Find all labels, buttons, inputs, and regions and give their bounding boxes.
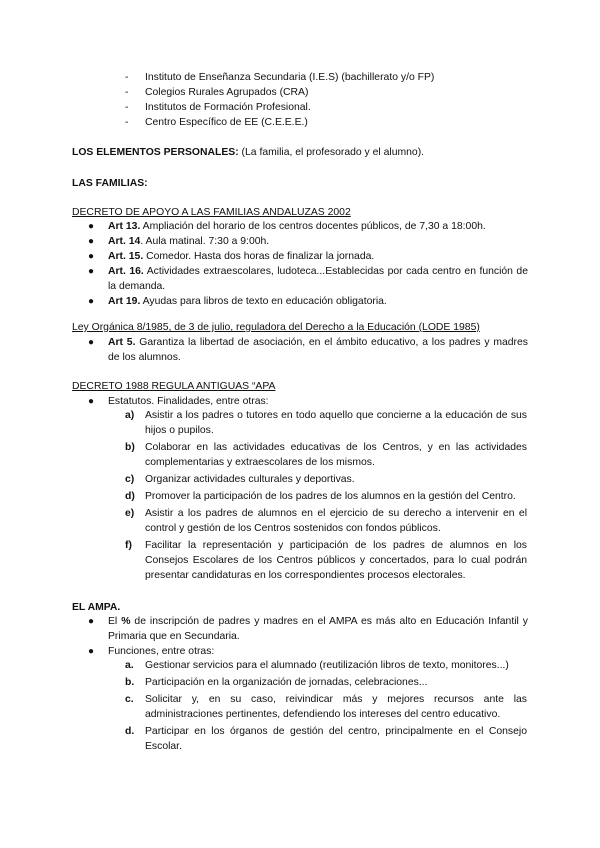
bullet-icon: ● [88, 221, 95, 232]
dash-list-item: - Colegios Rurales Agrupados (CRA) [125, 87, 309, 98]
hollow-bullet-icon: ● [88, 396, 95, 407]
sub-list-item: f) Facilitar la representación y participación de los padres de alumnos en los Consejos Escolares de los Centros públicos y concertados, para lo cual podrán presentar candidaturas en los correspondientes procesos electorales. [125, 540, 527, 581]
list-item: ● Art. 16. Actividades extraescolares, ludoteca...Establecidas por cada centro en función de la demanda. [88, 266, 528, 292]
sub-list-item: b) Colaborar en las actividades educativas de los Centros, y en las actividades complementarias y extraescolares de los mismos. [125, 442, 527, 468]
hollow-bullet-icon: ● [88, 616, 95, 627]
list-item: ● Art. 14. Aula matinal. 7:30 a 9:00h. [88, 236, 270, 247]
list-item: ● Art 5. Garantiza la libertad de asociación, en el ámbito educativo, a los padres y madres de los alumnos. [88, 337, 528, 363]
hollow-bullet-icon: ● [88, 646, 95, 657]
sub-list-item: d) Promover la participación de los padres de los alumnos en la gestión del Centro. [125, 491, 516, 502]
centers-dash-list [125, 70, 545, 130]
ampa-list [88, 614, 528, 659]
sub-list-item: e) Asistir a los padres de alumnos en el ejercicio de su derecho a intervenir en el control y gestión de los Centros sostenidos con fondos públicos. [125, 508, 527, 534]
sub-list-item: c) Organizar actividades culturales y deportivas. [125, 474, 355, 485]
personal-elements-heading: LOS ELEMENTOS PERSONALES: (La familia, el profesorado y el alumno). [72, 147, 425, 158]
list-item: ● Estatutos. Finalidades, entre otras: [88, 396, 269, 407]
bullet-icon: ● [88, 236, 95, 247]
decreto-2002-list [88, 219, 528, 309]
dash-list-item: - Instituto de Enseñanza Secundaria (I.E.S) (bachillerato y/o FP) [125, 72, 435, 83]
list-item: ● Art. 15. Comedor. Hasta dos horas de finalizar la jornada. [88, 251, 375, 262]
ampa-heading: EL AMPA. [72, 602, 121, 613]
bullet-icon: ● [88, 251, 95, 262]
lode-list [88, 335, 528, 365]
decreto-1988-list [88, 394, 528, 409]
list-item: ● Funciones, entre otras: [88, 646, 215, 657]
decreto-1988-sublist [125, 408, 527, 585]
bullet-icon: ● [88, 296, 95, 307]
ampa-sublist [125, 658, 527, 756]
dash-marker: - [125, 117, 129, 128]
sub-list-item: d. Participar en los órganos de gestión del centro, principalmente en el Consejo Escolar. [125, 726, 527, 752]
dash-marker: - [125, 87, 129, 98]
families-heading: LAS FAMILIAS: [72, 178, 148, 189]
lode-title: Ley Orgánica 8/1985, de 3 de julio, reguladora del Derecho a la Educación (LODE 1985) [72, 322, 480, 333]
decreto-1988-title: DECRETO 1988 REGULA ANTIGUAS “APA [72, 381, 276, 392]
dash-list-item: - Institutos de Formación Profesional. [125, 102, 311, 113]
sub-list-item: c. Solicitar y, en su caso, reivindicar más y mejores recursos ante las administraciones pertinentes, defendiendo los intereses del centro educativo. [125, 694, 527, 720]
dash-marker: - [125, 72, 129, 83]
sub-list-item: b. Participación en la organización de jornadas, celebraciones... [125, 677, 428, 688]
dash-marker: - [125, 102, 129, 113]
list-item: ● El % de inscripción de padres y madres en el AMPA es más alto en Educación Infantil y Primaria que en Secundaria. [88, 616, 528, 642]
bullet-icon: ● [88, 266, 95, 277]
decreto-2002-title: DECRETO DE APOYO A LAS FAMILIAS ANDALUZAS 2002 [72, 207, 351, 218]
dash-list-item: - Centro Específico de EE (C.E.E.E.) [125, 117, 308, 128]
bullet-icon: ● [88, 337, 95, 348]
list-item: ● Art 13. Ampliación del horario de los centros docentes públicos, de 7,30 a 18:00h. [88, 221, 486, 232]
list-item: ● Art 19. Ayudas para libros de texto en educación obligatoria. [88, 296, 387, 307]
sub-list-item: a) Asistir a los padres o tutores en todo aquello que concierne a la educación de sus hijos o pupilos. [125, 410, 527, 436]
sub-list-item: a. Gestionar servicios para el alumnado (reutilización libros de texto, monitores...) [125, 660, 509, 671]
